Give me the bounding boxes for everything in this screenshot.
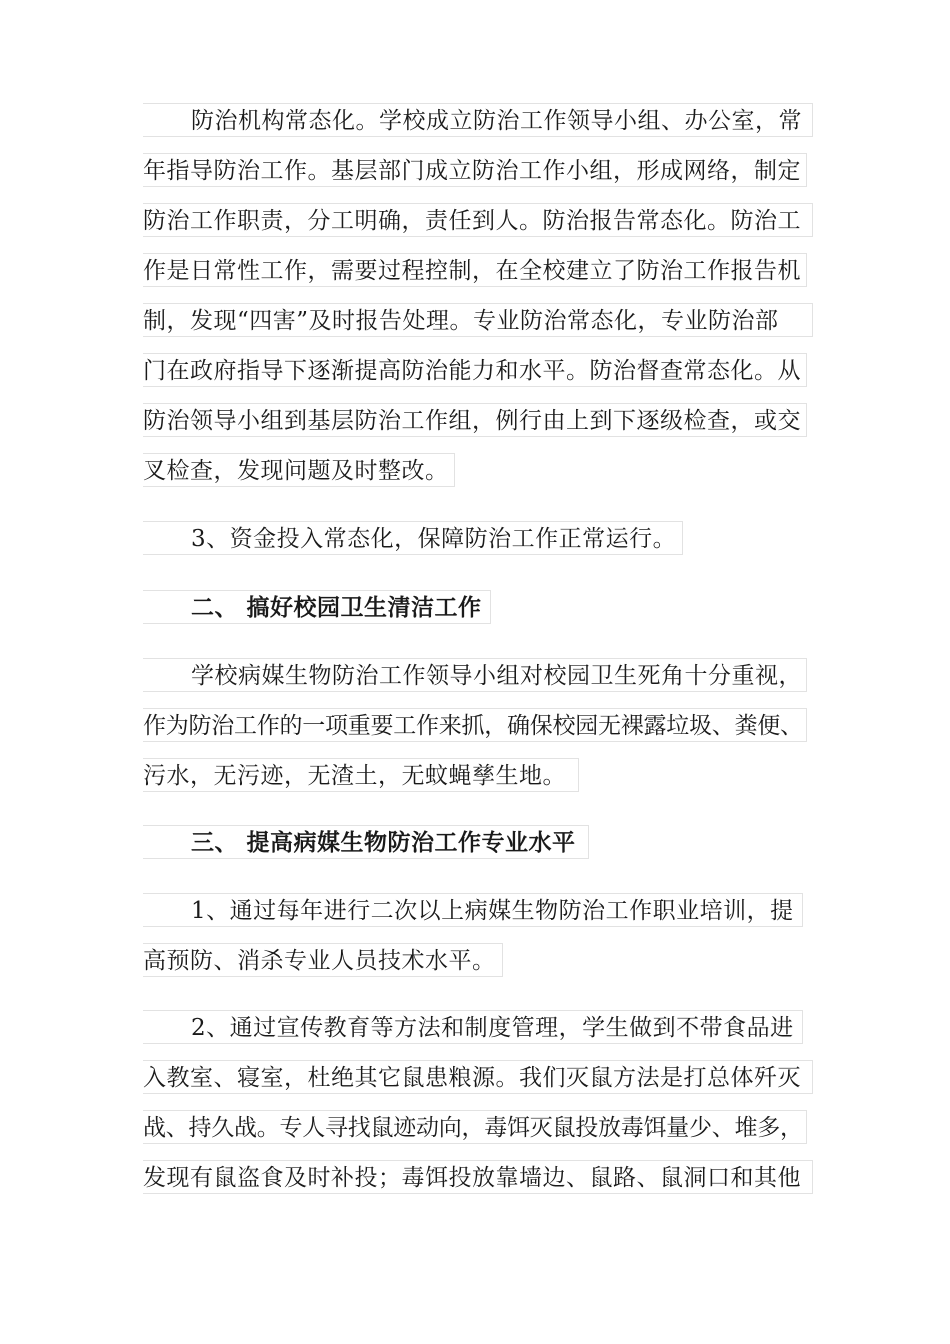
- text-line: 学校病媒生物防治工作领导小组对校园卫生死角十分重视，: [143, 658, 807, 692]
- text-line: 高预防、消杀专业人员技术水平。: [143, 943, 503, 977]
- text-line: 战、持久战。专人寻找鼠迹动向，毒饵灭鼠投放毒饵量少、堆多，: [143, 1110, 807, 1144]
- list-item-3: 3、资金投入常态化，保障防治工作正常运行。: [143, 521, 683, 555]
- text-line: 叉检查，发现问题及时整改。: [143, 453, 455, 487]
- text-line: 门在政府指导下逐渐提高防治能力和水平。防治督查常态化。从: [143, 353, 807, 387]
- text-line: 防治工作职责，分工明确，责任到人。防治报告常态化。防治工: [143, 203, 813, 237]
- text-line: 作是日常性工作，需要过程控制，在全校建立了防治工作报告机: [143, 253, 807, 287]
- section-heading-2: 二、 搞好校园卫生清洁工作: [143, 590, 491, 624]
- text-line: 发现有鼠盗食及时补投；毒饵投放靠墙边、鼠路、鼠洞口和其他: [143, 1160, 813, 1194]
- section-heading-3: 三、 提高病媒生物防治工作专业水平: [143, 825, 589, 859]
- text-line: 制，发现“四害”及时报告处理。专业防治常态化，专业防治部: [143, 303, 813, 337]
- text-line: 污水，无污迹，无渣土，无蚊蝇孳生地。: [143, 758, 579, 792]
- text-line: 入教室、寝室，杜绝其它鼠患粮源。我们灭鼠方法是打总体歼灭: [143, 1060, 813, 1094]
- text-line: 年指导防治工作。基层部门成立防治工作小组，形成网络，制定: [143, 153, 807, 187]
- text-line: 作为防治工作的一项重要工作来抓，确保校园无裸露垃圾、粪便、: [143, 708, 807, 742]
- list-item-1: 1、通过每年进行二次以上病媒生物防治工作职业培训，提: [143, 893, 803, 927]
- text-line: 防治领导小组到基层防治工作组，例行由上到下逐级检查，或交: [143, 403, 807, 437]
- text-line: 防治机构常态化。学校成立防治工作领导小组、办公室，常: [143, 103, 813, 137]
- list-item-2: 2、通过宣传教育等方法和制度管理，学生做到不带食品进: [143, 1010, 803, 1044]
